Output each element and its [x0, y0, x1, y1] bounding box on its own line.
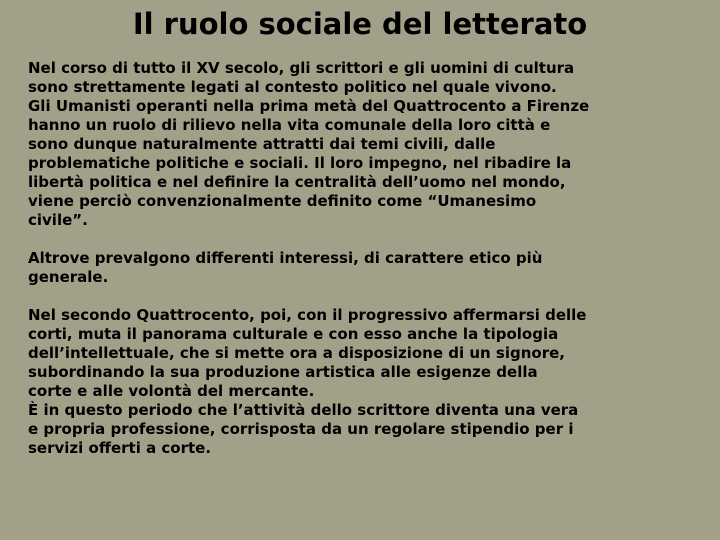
text-line: generale.: [28, 268, 109, 286]
paragraph-civic-humanism: [28, 97, 712, 230]
text-line: hanno un ruolo di rilievo nella vita comunale della loro città e: [28, 116, 551, 134]
text-line: libertà politica e nel definire la centralità dell’uomo nel mondo,: [28, 173, 566, 191]
text-line: sono strettamente legati al contesto politico nel quale vivono.: [28, 78, 557, 96]
paragraph-spacer: [28, 287, 712, 306]
text-line: corti, muta il panorama culturale e con esso anche la tipologia: [28, 325, 559, 343]
paragraph-spacer: [28, 230, 712, 249]
text-line: Gli Umanisti operanti nella prima metà del Quattrocento a Firenze: [28, 97, 590, 115]
paragraph-other-interests: [28, 249, 712, 287]
text-line: Nel corso di tutto il XV secolo, gli scrittori e gli uomini di cultura: [28, 59, 575, 77]
text-line: Altrove prevalgono differenti interessi, di carattere etico più: [28, 249, 543, 267]
paragraph-political-context: [28, 59, 712, 97]
text-line: e propria professione, corrisposta da un regolare stipendio per i: [28, 420, 574, 438]
slide-body: [28, 59, 712, 458]
text-line: civile”.: [28, 211, 88, 229]
text-line: servizi offerti a corte.: [28, 439, 212, 457]
text-line: sono dunque naturalmente attratti dai temi civili, dalle: [28, 135, 496, 153]
text-line: viene perciò convenzionalmente definito come “Umanesimo: [28, 192, 537, 210]
text-line: dell’intellettuale, che si mette ora a disposizione di un signore,: [28, 344, 565, 362]
text-line: corte e alle volontà del mercante.: [28, 382, 315, 400]
text-line: problematiche politiche e sociali. Il loro impegno, nel ribadire la: [28, 154, 572, 172]
slide-title: Il ruolo sociale del letterato: [132, 7, 588, 41]
text-line: Nel secondo Quattrocento, poi, con il progressivo affermarsi delle: [28, 306, 587, 324]
text-line: È in questo periodo che l’attività dello scrittore diventa una vera: [28, 401, 579, 419]
paragraph-courts: [28, 306, 712, 458]
text-line: subordinando la sua produzione artistica alle esigenze della: [28, 363, 538, 381]
